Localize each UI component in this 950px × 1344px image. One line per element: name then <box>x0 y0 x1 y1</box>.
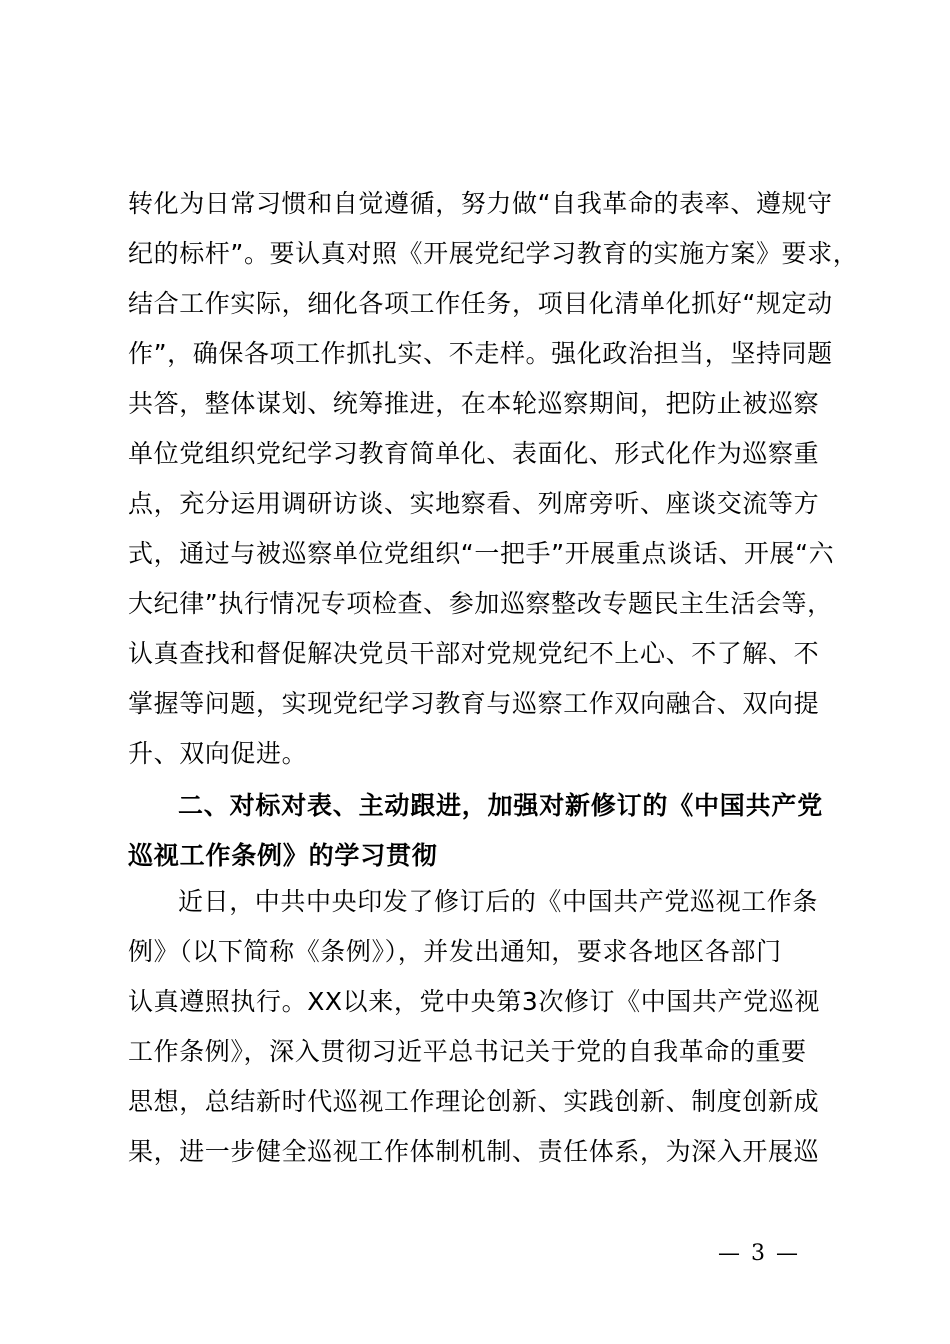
paragraph-line: 纪的标杆”。要认真对照《开展党纪学习教育的实施方案》要求， <box>128 239 859 268</box>
paragraph-line: 点，充分运用调研访谈、实地察看、列席旁听、座谈交流等方 <box>128 489 820 518</box>
paragraph-line: 结合工作实际，细化各项工作任务，项目化清单化抓好“规定动 <box>128 289 833 318</box>
paragraph-line: 式，通过与被巡察单位党组织“一把手”开展重点谈话、开展“六 <box>128 539 835 568</box>
paragraph-line: 转化为日常习惯和自觉遵循，努力做“自我革命的表率、遵规守 <box>128 189 833 218</box>
paragraph-line: 单位党组织党纪学习教育简单化、表面化、形式化作为巡察重 <box>128 439 820 468</box>
paragraph-line: 大纪律”执行情况专项检查、参加巡察整改专题民主生活会等， <box>128 589 833 618</box>
paragraph-line: 认真遵照执行。XX以来，党中央第3次修订《中国共产党巡视 <box>128 987 820 1016</box>
paragraph-line: 近日，中共中央印发了修订后的《中国共产党巡视工作条 <box>178 887 819 916</box>
paragraph-line: 共答，整体谋划、统筹推进，在本轮巡察期间，把防止被巡察 <box>128 389 820 418</box>
paragraph-line: 掌握等问题，实现党纪学习教育与巡察工作双向融合、双向提 <box>128 689 820 718</box>
paragraph-line: 工作条例》，深入贯彻习近平总书记关于党的自我革命的重要 <box>128 1037 807 1066</box>
section-heading-line: 巡视工作条例》的学习贯彻 <box>128 841 438 870</box>
paragraph-line: 思想，总结新时代巡视工作理论创新、实践创新、制度创新成 <box>128 1087 820 1116</box>
paragraph-line: 例》（以下简称《条例》），并发出通知，要求各地区各部门 <box>128 937 782 966</box>
paragraph-line: 升、双向促进。 <box>128 739 308 768</box>
paragraph-line: 认真查找和督促解决党员干部对党规党纪不上心、不了解、不 <box>128 639 820 668</box>
section-heading-line: 二、对标对表、主动跟进，加强对新修订的《中国共产党 <box>178 791 824 820</box>
paragraph-line: 作”，确保各项工作抓扎实、不走样。强化政治担当，坚持同题 <box>128 339 833 368</box>
paragraph-line: 果，进一步健全巡视工作体制机制、责任体系，为深入开展巡 <box>128 1137 820 1166</box>
page-number: — 3 — <box>718 1241 800 1266</box>
